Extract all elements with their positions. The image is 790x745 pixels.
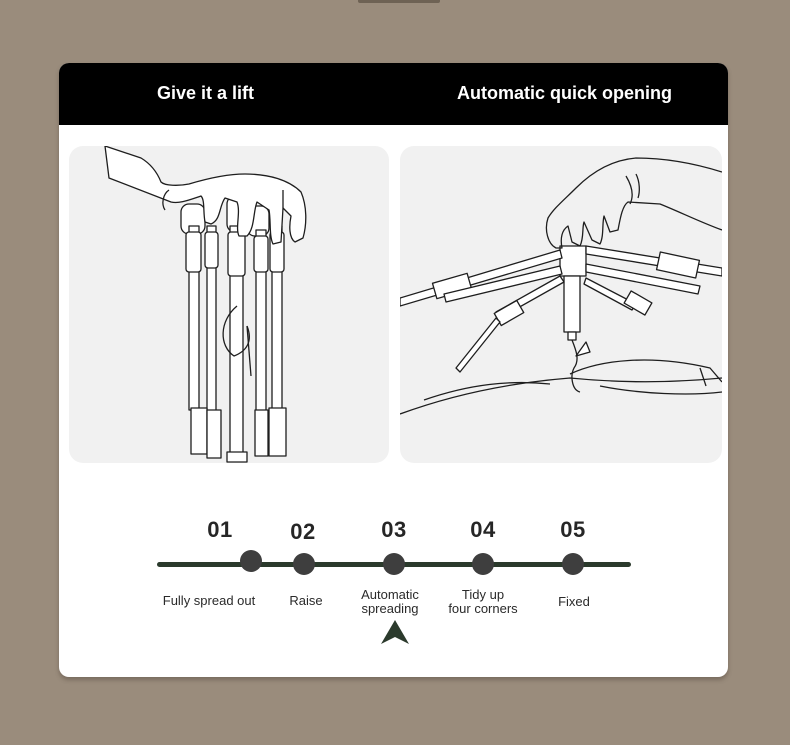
step-label-02: Raise — [289, 593, 323, 608]
header-title-lift: Give it a lift — [157, 83, 255, 103]
step-number-01: 01 — [207, 517, 233, 542]
card-header — [59, 63, 728, 125]
step-dot-01 — [240, 550, 262, 572]
step-dot-03 — [383, 553, 405, 575]
step-dot-04 — [472, 553, 494, 575]
step-label-04 — [443, 588, 523, 616]
lift-illustration-panel — [69, 146, 389, 463]
step-label-03 — [355, 588, 425, 616]
top-edge-nub — [358, 0, 440, 3]
step-number-03: 03 — [381, 517, 407, 542]
step-number-02: 02 — [290, 519, 316, 544]
step-dot-05 — [562, 553, 584, 575]
product-card — [59, 63, 728, 677]
quick-opening-illustration-panel — [400, 146, 722, 463]
lift-illustration — [69, 146, 389, 463]
header-title-quick-opening: Automatic quick opening — [457, 83, 673, 103]
steps-timeline — [59, 503, 728, 653]
triangle-up-icon — [380, 619, 410, 645]
step-label-03-line2: spreading — [361, 601, 419, 616]
step-label-01: Fully spread out — [162, 593, 256, 608]
step-number-05: 05 — [560, 517, 586, 542]
quick-opening-illustration — [400, 146, 722, 463]
step-dot-02 — [293, 553, 315, 575]
step-label-05: Fixed — [558, 594, 590, 609]
step-label-03-line1: Automatic — [361, 587, 419, 602]
step-label-04-line2: four corners — [448, 601, 518, 616]
step-number-04: 04 — [470, 517, 496, 542]
step-label-04-line1: Tidy up — [461, 587, 505, 602]
